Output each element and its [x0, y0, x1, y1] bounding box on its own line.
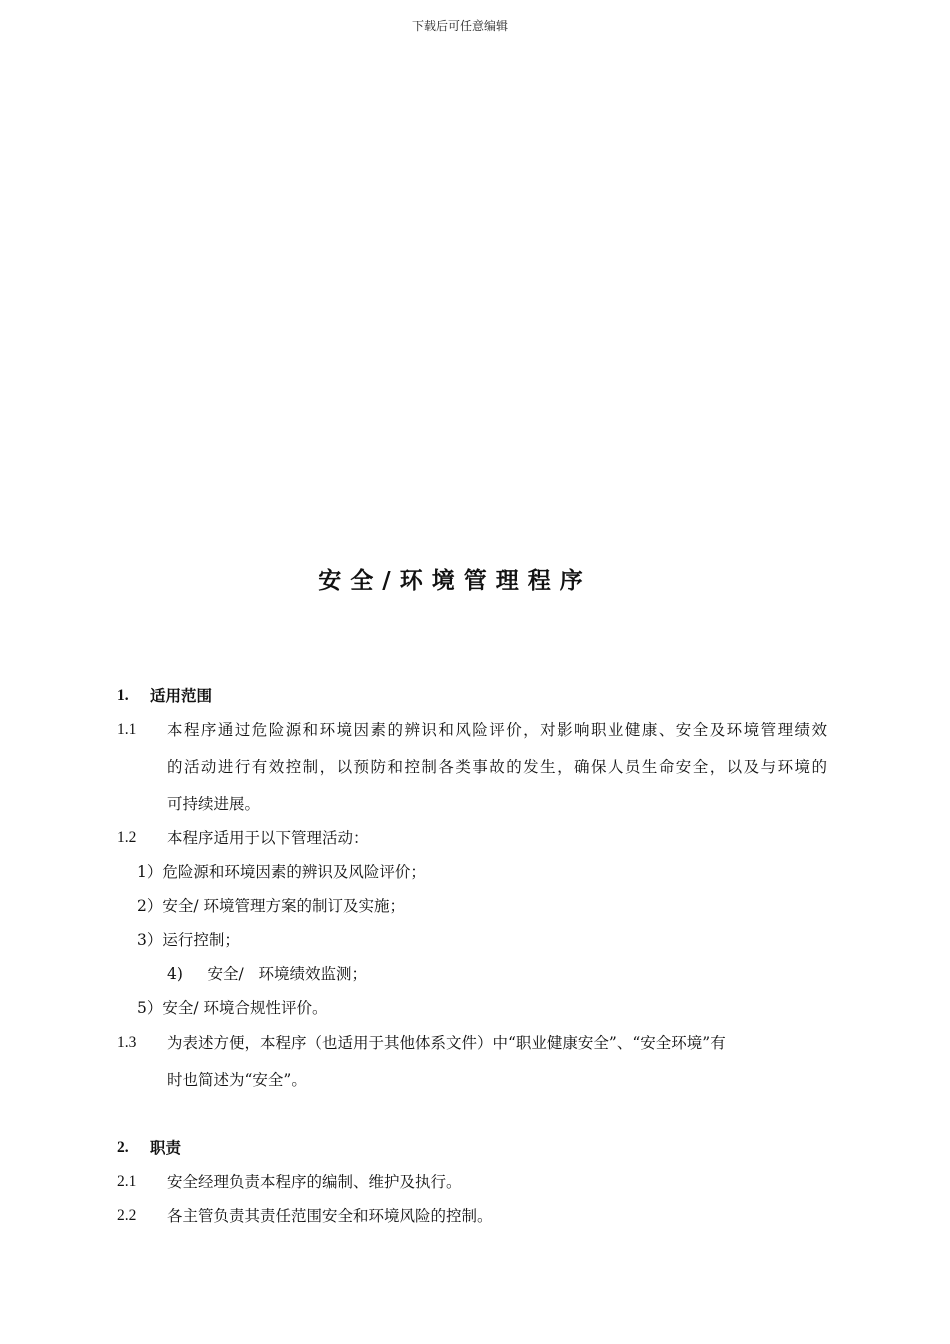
para-2-2-text: 各主管负责其责任范围安全和环境风险的控制。: [167, 1207, 493, 1225]
list-item: 2）安全/ 环境管理方案的制订及实施；: [137, 897, 406, 915]
para-1-2-text: 本程序适用于以下管理活动：: [167, 829, 369, 847]
header-note: 下载后可任意编辑: [411, 19, 508, 33]
para-1-1-line-3: 可持续进展。: [167, 795, 261, 813]
section-1-number: 1.: [117, 687, 129, 704]
para-1-3-number: 1.3: [117, 1034, 137, 1051]
section-2-heading: 职责: [150, 1138, 182, 1157]
list-item: 5）安全/ 环境合规性评价。: [137, 999, 328, 1017]
para-1-1-line-2: 的活动进行有效控制，以预防和控制各类事故的发生，确保人员生命安全，以及与环境的: [167, 758, 827, 776]
list-item: 3）运行控制；: [137, 931, 240, 949]
para-1-1-number: 1.1: [117, 721, 137, 738]
para-1-1-line-1: 本程序通过危险源和环境因素的辨识和风险评价，对影响职业健康、安全及环境管理绩效: [167, 721, 827, 739]
para-2-1-text: 安全经理负责本程序的编制、维护及执行。: [167, 1173, 462, 1191]
section-2-number: 2.: [117, 1139, 129, 1156]
document-title: 安全/环境管理程序: [318, 568, 592, 594]
para-1-2-number: 1.2: [117, 829, 137, 846]
section-1-heading: 适用范围: [150, 686, 213, 705]
list-item: 1）危险源和环境因素的辨识及风险评价；: [137, 863, 426, 881]
para-2-2-number: 2.2: [117, 1207, 137, 1224]
para-2-1-number: 2.1: [117, 1173, 137, 1190]
para-1-3-line-2: 时也简述为“安全”。: [167, 1071, 307, 1089]
para-1-3-line-1: 为表述方便，本程序（也适用于其他体系文件）中“职业健康安全”、“安全环境”有: [167, 1034, 726, 1052]
list-item: 4) 安全/ 环境绩效监测；: [167, 965, 368, 983]
